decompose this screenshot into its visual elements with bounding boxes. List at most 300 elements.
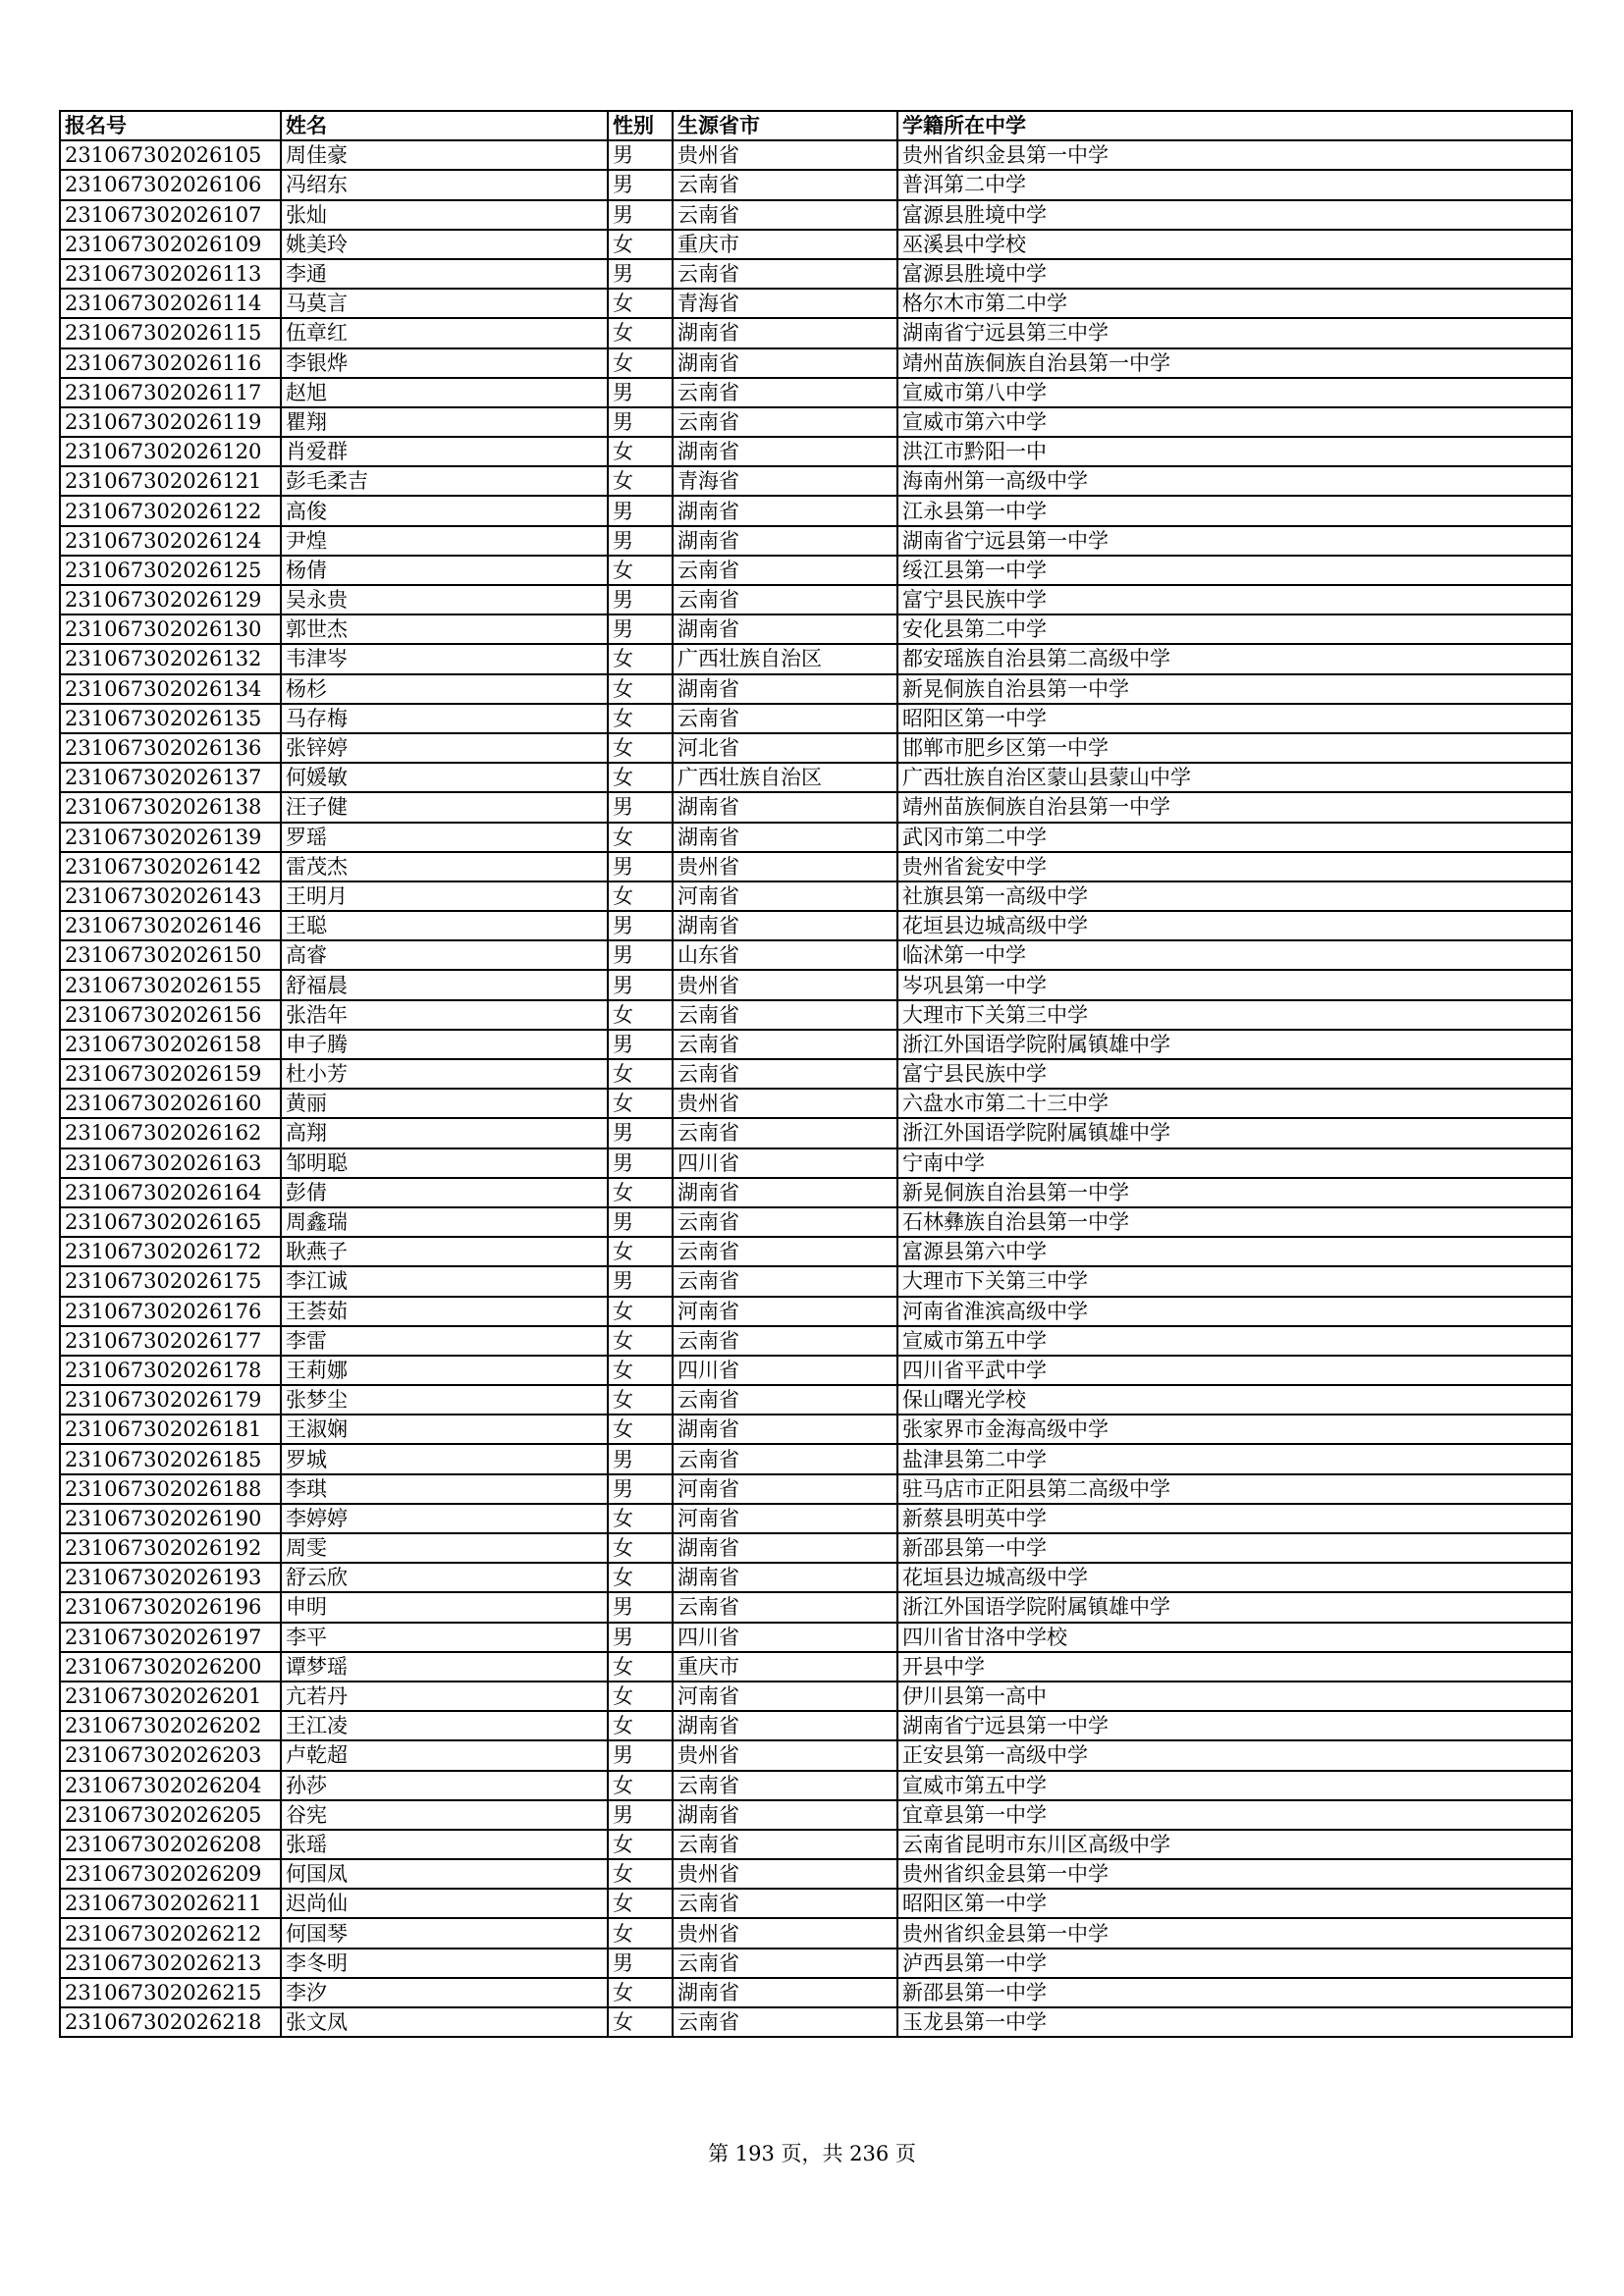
cell-gender: 男 xyxy=(608,1148,673,1178)
table-row xyxy=(60,526,1572,556)
cell-name: 李银烨 xyxy=(281,348,608,378)
cell-name: 尹煌 xyxy=(281,526,608,556)
cell-name: 舒福晨 xyxy=(281,970,608,999)
cell-id: 231067302026172 xyxy=(60,1237,281,1266)
cell-name: 彭毛柔吉 xyxy=(281,466,608,496)
table-row xyxy=(60,1800,1572,1830)
cell-id: 231067302026211 xyxy=(60,1889,281,1918)
cell-province: 河南省 xyxy=(673,1297,897,1326)
table-row xyxy=(60,1266,1572,1296)
cell-province: 云南省 xyxy=(673,1207,897,1237)
cell-id: 231067302026181 xyxy=(60,1415,281,1444)
cell-id: 231067302026202 xyxy=(60,1711,281,1740)
cell-school: 湖南省宁远县第一中学 xyxy=(897,1711,1572,1740)
cell-id: 231067302026138 xyxy=(60,792,281,822)
cell-name: 何国凤 xyxy=(281,1859,608,1889)
cell-province: 河南省 xyxy=(673,1682,897,1711)
cell-school: 安化县第二中学 xyxy=(897,614,1572,644)
cell-id: 231067302026201 xyxy=(60,1682,281,1711)
table-row xyxy=(60,644,1572,673)
table-row xyxy=(60,289,1572,318)
cell-name: 卢乾超 xyxy=(281,1740,608,1770)
cell-school: 邯郸市肥乡区第一中学 xyxy=(897,733,1572,763)
cell-name: 汪子健 xyxy=(281,792,608,822)
cell-gender: 男 xyxy=(608,792,673,822)
cell-school: 保山曙光学校 xyxy=(897,1385,1572,1415)
cell-gender: 男 xyxy=(608,1949,673,1978)
cell-school: 花垣县边城高级中学 xyxy=(897,1563,1572,1592)
cell-province: 云南省 xyxy=(673,1266,897,1296)
cell-name: 肖爱群 xyxy=(281,437,608,466)
cell-id: 231067302026165 xyxy=(60,1207,281,1237)
cell-id: 231067302026125 xyxy=(60,556,281,585)
table-row xyxy=(60,259,1572,289)
cell-gender: 女 xyxy=(608,1297,673,1326)
cell-name: 李平 xyxy=(281,1623,608,1652)
cell-school: 靖州苗族侗族自治县第一中学 xyxy=(897,348,1572,378)
header-province: 生源省市 xyxy=(673,111,897,140)
cell-name: 张瑶 xyxy=(281,1830,608,1859)
cell-school: 巫溪县中学校 xyxy=(897,230,1572,259)
table-row xyxy=(60,970,1572,999)
cell-province: 湖南省 xyxy=(673,792,897,822)
cell-gender: 男 xyxy=(608,407,673,437)
cell-id: 231067302026193 xyxy=(60,1563,281,1592)
cell-province: 湖南省 xyxy=(673,1978,897,2007)
cell-name: 张梦尘 xyxy=(281,1385,608,1415)
cell-school: 四川省平武中学 xyxy=(897,1356,1572,1385)
cell-gender: 女 xyxy=(608,644,673,673)
cell-id: 231067302026106 xyxy=(60,170,281,199)
cell-province: 重庆市 xyxy=(673,1652,897,1682)
cell-id: 231067302026129 xyxy=(60,585,281,614)
cell-name: 瞿翔 xyxy=(281,407,608,437)
cell-name: 王荟茹 xyxy=(281,1297,608,1326)
cell-gender: 男 xyxy=(608,170,673,199)
cell-school: 正安县第一高级中学 xyxy=(897,1740,1572,1770)
cell-school: 都安瑶族自治县第二高级中学 xyxy=(897,644,1572,673)
cell-id: 231067302026215 xyxy=(60,1978,281,2007)
cell-id: 231067302026156 xyxy=(60,1000,281,1030)
table-row xyxy=(60,496,1572,525)
cell-school: 岑巩县第一中学 xyxy=(897,970,1572,999)
cell-gender: 女 xyxy=(608,1059,673,1089)
cell-province: 云南省 xyxy=(673,1326,897,1356)
cell-province: 贵州省 xyxy=(673,970,897,999)
cell-name: 何媛敏 xyxy=(281,763,608,792)
cell-id: 231067302026196 xyxy=(60,1592,281,1622)
cell-name: 申子腾 xyxy=(281,1030,608,1059)
cell-school: 普洱第二中学 xyxy=(897,170,1572,199)
cell-province: 湖南省 xyxy=(673,348,897,378)
cell-province: 四川省 xyxy=(673,1623,897,1652)
cell-name: 杨倩 xyxy=(281,556,608,585)
cell-name: 李江诚 xyxy=(281,1266,608,1296)
table-row xyxy=(60,170,1572,199)
cell-school: 宣威市第八中学 xyxy=(897,378,1572,407)
cell-gender: 男 xyxy=(608,585,673,614)
cell-school: 洪江市黔阳一中 xyxy=(897,437,1572,466)
cell-province: 重庆市 xyxy=(673,230,897,259)
cell-id: 231067302026155 xyxy=(60,970,281,999)
cell-name: 赵旭 xyxy=(281,378,608,407)
cell-school: 六盘水市第二十三中学 xyxy=(897,1089,1572,1118)
cell-province: 云南省 xyxy=(673,1030,897,1059)
table-row xyxy=(60,911,1572,940)
table-row xyxy=(60,1889,1572,1918)
cell-school: 驻马店市正阳县第二高级中学 xyxy=(897,1474,1572,1504)
cell-school: 浙江外国语学院附属镇雄中学 xyxy=(897,1592,1572,1622)
table-row xyxy=(60,940,1572,970)
cell-name: 张浩年 xyxy=(281,1000,608,1030)
cell-province: 湖南省 xyxy=(673,1800,897,1830)
table-row xyxy=(60,2007,1572,2037)
cell-gender: 男 xyxy=(608,1444,673,1473)
cell-id: 231067302026208 xyxy=(60,1830,281,1859)
cell-school: 伊川县第一高中 xyxy=(897,1682,1572,1711)
cell-id: 231067302026162 xyxy=(60,1118,281,1148)
cell-gender: 女 xyxy=(608,437,673,466)
table-row xyxy=(60,614,1572,644)
cell-province: 四川省 xyxy=(673,1356,897,1385)
cell-gender: 女 xyxy=(608,318,673,347)
cell-id: 231067302026164 xyxy=(60,1178,281,1207)
cell-province: 云南省 xyxy=(673,170,897,199)
cell-province: 云南省 xyxy=(673,1444,897,1473)
cell-gender: 男 xyxy=(608,940,673,970)
cell-name: 周雯 xyxy=(281,1533,608,1563)
cell-name: 亢若丹 xyxy=(281,1682,608,1711)
cell-province: 湖南省 xyxy=(673,674,897,704)
cell-gender: 女 xyxy=(608,674,673,704)
cell-gender: 女 xyxy=(608,466,673,496)
cell-gender: 女 xyxy=(608,1652,673,1682)
table-row xyxy=(60,1978,1572,2007)
cell-province: 河南省 xyxy=(673,1504,897,1533)
cell-province: 湖南省 xyxy=(673,1711,897,1740)
cell-gender: 女 xyxy=(608,1771,673,1800)
cell-gender: 女 xyxy=(608,1978,673,2007)
cell-name: 申明 xyxy=(281,1592,608,1622)
cell-id: 231067302026188 xyxy=(60,1474,281,1504)
cell-gender: 男 xyxy=(608,911,673,940)
cell-province: 青海省 xyxy=(673,289,897,318)
cell-school: 新邵县第一中学 xyxy=(897,1533,1572,1563)
table-row xyxy=(60,1949,1572,1978)
cell-school: 宣威市第六中学 xyxy=(897,407,1572,437)
cell-province: 云南省 xyxy=(673,1059,897,1089)
cell-province: 云南省 xyxy=(673,1237,897,1266)
cell-name: 张锌婷 xyxy=(281,733,608,763)
cell-gender: 女 xyxy=(608,1237,673,1266)
cell-id: 231067302026213 xyxy=(60,1949,281,1978)
table-row xyxy=(60,1740,1572,1770)
table-row xyxy=(60,1415,1572,1444)
cell-gender: 女 xyxy=(608,230,673,259)
cell-name: 邹明聪 xyxy=(281,1148,608,1178)
cell-province: 云南省 xyxy=(673,2007,897,2037)
cell-school: 江永县第一中学 xyxy=(897,496,1572,525)
cell-gender: 女 xyxy=(608,1504,673,1533)
cell-province: 湖南省 xyxy=(673,1533,897,1563)
cell-school: 泸西县第一中学 xyxy=(897,1949,1572,1978)
cell-school: 富宁县民族中学 xyxy=(897,1059,1572,1089)
header-gender: 性别 xyxy=(608,111,673,140)
cell-id: 231067302026132 xyxy=(60,644,281,673)
cell-gender: 女 xyxy=(608,1326,673,1356)
cell-name: 李通 xyxy=(281,259,608,289)
cell-school: 靖州苗族侗族自治县第一中学 xyxy=(897,792,1572,822)
table-row xyxy=(60,466,1572,496)
cell-school: 贵州省织金县第一中学 xyxy=(897,1859,1572,1889)
cell-name: 李冬明 xyxy=(281,1949,608,1978)
cell-id: 231067302026218 xyxy=(60,2007,281,2037)
table-row xyxy=(60,1918,1572,1948)
page-footer: 第 193 页，共 236 页 xyxy=(708,2142,916,2165)
cell-id: 231067302026203 xyxy=(60,1740,281,1770)
cell-province: 湖南省 xyxy=(673,911,897,940)
cell-province: 贵州省 xyxy=(673,1740,897,1770)
cell-school: 绥江县第一中学 xyxy=(897,556,1572,585)
cell-name: 李汐 xyxy=(281,1978,608,2007)
table-row xyxy=(60,1297,1572,1326)
cell-name: 周佳豪 xyxy=(281,140,608,170)
cell-id: 231067302026204 xyxy=(60,1771,281,1800)
cell-gender: 女 xyxy=(608,556,673,585)
cell-province: 青海省 xyxy=(673,466,897,496)
cell-id: 231067302026205 xyxy=(60,1800,281,1830)
cell-id: 231067302026159 xyxy=(60,1059,281,1089)
cell-gender: 男 xyxy=(608,852,673,881)
cell-school: 盐津县第二中学 xyxy=(897,1444,1572,1473)
cell-gender: 男 xyxy=(608,1740,673,1770)
cell-id: 231067302026176 xyxy=(60,1297,281,1326)
table-row xyxy=(60,763,1572,792)
cell-gender: 女 xyxy=(608,881,673,911)
cell-province: 河南省 xyxy=(673,881,897,911)
cell-name: 杜小芳 xyxy=(281,1059,608,1089)
cell-name: 谭梦瑶 xyxy=(281,1652,608,1682)
cell-id: 231067302026120 xyxy=(60,437,281,466)
table-row xyxy=(60,556,1572,585)
table-row xyxy=(60,1237,1572,1266)
cell-name: 舒云欣 xyxy=(281,1563,608,1592)
table-row xyxy=(60,1830,1572,1859)
cell-id: 231067302026163 xyxy=(60,1148,281,1178)
cell-name: 张灿 xyxy=(281,200,608,230)
cell-province: 广西壮族自治区 xyxy=(673,644,897,673)
cell-id: 231067302026212 xyxy=(60,1918,281,1948)
cell-name: 李雷 xyxy=(281,1326,608,1356)
cell-province: 云南省 xyxy=(673,200,897,230)
table-row xyxy=(60,140,1572,170)
cell-gender: 女 xyxy=(608,1000,673,1030)
cell-id: 231067302026134 xyxy=(60,674,281,704)
cell-gender: 女 xyxy=(608,1089,673,1118)
cell-province: 云南省 xyxy=(673,259,897,289)
cell-id: 231067302026142 xyxy=(60,852,281,881)
cell-gender: 男 xyxy=(608,526,673,556)
cell-id: 231067302026209 xyxy=(60,1859,281,1889)
table-row xyxy=(60,318,1572,347)
table-row xyxy=(60,881,1572,911)
cell-name: 伍章红 xyxy=(281,318,608,347)
cell-province: 广西壮族自治区 xyxy=(673,763,897,792)
cell-school: 浙江外国语学院附属镇雄中学 xyxy=(897,1118,1572,1148)
cell-id: 231067302026160 xyxy=(60,1089,281,1118)
cell-id: 231067302026137 xyxy=(60,763,281,792)
cell-school: 贵州省瓮安中学 xyxy=(897,852,1572,881)
cell-id: 231067302026114 xyxy=(60,289,281,318)
cell-name: 杨杉 xyxy=(281,674,608,704)
cell-province: 湖南省 xyxy=(673,526,897,556)
cell-name: 罗瑶 xyxy=(281,823,608,852)
cell-gender: 男 xyxy=(608,140,673,170)
cell-gender: 女 xyxy=(608,1356,673,1385)
cell-name: 李婷婷 xyxy=(281,1504,608,1533)
cell-name: 冯绍东 xyxy=(281,170,608,199)
cell-province: 河南省 xyxy=(673,1474,897,1504)
cell-gender: 男 xyxy=(608,259,673,289)
cell-id: 231067302026192 xyxy=(60,1533,281,1563)
cell-id: 231067302026158 xyxy=(60,1030,281,1059)
table-row xyxy=(60,1652,1572,1682)
cell-gender: 女 xyxy=(608,1889,673,1918)
cell-province: 湖南省 xyxy=(673,318,897,347)
table-row xyxy=(60,1000,1572,1030)
cell-school: 宜章县第一中学 xyxy=(897,1800,1572,1830)
cell-gender: 男 xyxy=(608,1474,673,1504)
cell-gender: 女 xyxy=(608,733,673,763)
cell-province: 贵州省 xyxy=(673,1859,897,1889)
table-row xyxy=(60,1592,1572,1622)
table-row xyxy=(60,200,1572,230)
table-row xyxy=(60,733,1572,763)
table-row xyxy=(60,704,1572,733)
table-row xyxy=(60,1089,1572,1118)
cell-school: 大理市下关第三中学 xyxy=(897,1000,1572,1030)
cell-province: 云南省 xyxy=(673,704,897,733)
cell-gender: 男 xyxy=(608,1592,673,1622)
cell-school: 贵州省织金县第一中学 xyxy=(897,1918,1572,1948)
cell-gender: 男 xyxy=(608,1207,673,1237)
cell-gender: 男 xyxy=(608,1118,673,1148)
student-table xyxy=(59,110,1573,2038)
table-row xyxy=(60,792,1572,822)
cell-id: 231067302026175 xyxy=(60,1266,281,1296)
cell-province: 贵州省 xyxy=(673,1089,897,1118)
table-row xyxy=(60,1563,1572,1592)
cell-gender: 女 xyxy=(608,1711,673,1740)
cell-gender: 男 xyxy=(608,378,673,407)
cell-id: 231067302026179 xyxy=(60,1385,281,1415)
table-row xyxy=(60,1059,1572,1089)
cell-school: 石林彝族自治县第一中学 xyxy=(897,1207,1572,1237)
cell-gender: 女 xyxy=(608,1682,673,1711)
cell-province: 云南省 xyxy=(673,585,897,614)
table-row xyxy=(60,1859,1572,1889)
cell-name: 王淑娴 xyxy=(281,1415,608,1444)
cell-id: 231067302026143 xyxy=(60,881,281,911)
cell-gender: 男 xyxy=(608,1623,673,1652)
cell-id: 231067302026136 xyxy=(60,733,281,763)
cell-school: 新晃侗族自治县第一中学 xyxy=(897,1178,1572,1207)
cell-id: 231067302026105 xyxy=(60,140,281,170)
table-row xyxy=(60,1326,1572,1356)
cell-id: 231067302026197 xyxy=(60,1623,281,1652)
cell-name: 迟尚仙 xyxy=(281,1889,608,1918)
cell-school: 宣威市第五中学 xyxy=(897,1771,1572,1800)
cell-gender: 女 xyxy=(608,1415,673,1444)
cell-name: 高睿 xyxy=(281,940,608,970)
cell-school: 贵州省织金县第一中学 xyxy=(897,140,1572,170)
cell-name: 韦津岑 xyxy=(281,644,608,673)
cell-school: 宁南中学 xyxy=(897,1148,1572,1178)
table-row xyxy=(60,1771,1572,1800)
cell-id: 231067302026119 xyxy=(60,407,281,437)
cell-school: 湖南省宁远县第一中学 xyxy=(897,526,1572,556)
table-row xyxy=(60,1533,1572,1563)
cell-school: 花垣县边城高级中学 xyxy=(897,911,1572,940)
cell-school: 富源县第六中学 xyxy=(897,1237,1572,1266)
table-row xyxy=(60,1711,1572,1740)
cell-name: 张文凤 xyxy=(281,2007,608,2037)
cell-school: 湖南省宁远县第三中学 xyxy=(897,318,1572,347)
cell-id: 231067302026146 xyxy=(60,911,281,940)
cell-province: 云南省 xyxy=(673,1592,897,1622)
cell-id: 231067302026121 xyxy=(60,466,281,496)
cell-school: 富宁县民族中学 xyxy=(897,585,1572,614)
cell-school: 玉龙县第一中学 xyxy=(897,2007,1572,2037)
cell-province: 云南省 xyxy=(673,1949,897,1978)
cell-name: 耿燕子 xyxy=(281,1237,608,1266)
cell-name: 谷宪 xyxy=(281,1800,608,1830)
cell-name: 黄丽 xyxy=(281,1089,608,1118)
cell-id: 231067302026117 xyxy=(60,378,281,407)
cell-school: 广西壮族自治区蒙山县蒙山中学 xyxy=(897,763,1572,792)
cell-name: 罗城 xyxy=(281,1444,608,1473)
cell-province: 湖南省 xyxy=(673,437,897,466)
cell-id: 231067302026200 xyxy=(60,1652,281,1682)
cell-gender: 男 xyxy=(608,614,673,644)
cell-name: 郭世杰 xyxy=(281,614,608,644)
cell-name: 高翔 xyxy=(281,1118,608,1148)
cell-province: 云南省 xyxy=(673,1118,897,1148)
cell-school: 新蔡县明英中学 xyxy=(897,1504,1572,1533)
cell-gender: 女 xyxy=(608,1830,673,1859)
cell-gender: 男 xyxy=(608,200,673,230)
cell-province: 云南省 xyxy=(673,1385,897,1415)
cell-school: 四川省甘洛中学校 xyxy=(897,1623,1572,1652)
cell-gender: 女 xyxy=(608,704,673,733)
cell-gender: 男 xyxy=(608,1800,673,1830)
cell-gender: 女 xyxy=(608,1859,673,1889)
table-row xyxy=(60,852,1572,881)
cell-province: 贵州省 xyxy=(673,140,897,170)
cell-province: 山东省 xyxy=(673,940,897,970)
cell-province: 湖南省 xyxy=(673,1415,897,1444)
cell-school: 富源县胜境中学 xyxy=(897,200,1572,230)
table-row xyxy=(60,1178,1572,1207)
cell-school: 宣威市第五中学 xyxy=(897,1326,1572,1356)
cell-name: 马莫言 xyxy=(281,289,608,318)
table-row xyxy=(60,674,1572,704)
cell-name: 周鑫瑞 xyxy=(281,1207,608,1237)
table-row xyxy=(60,1444,1572,1473)
cell-province: 湖南省 xyxy=(673,1178,897,1207)
cell-gender: 男 xyxy=(608,970,673,999)
cell-id: 231067302026107 xyxy=(60,200,281,230)
